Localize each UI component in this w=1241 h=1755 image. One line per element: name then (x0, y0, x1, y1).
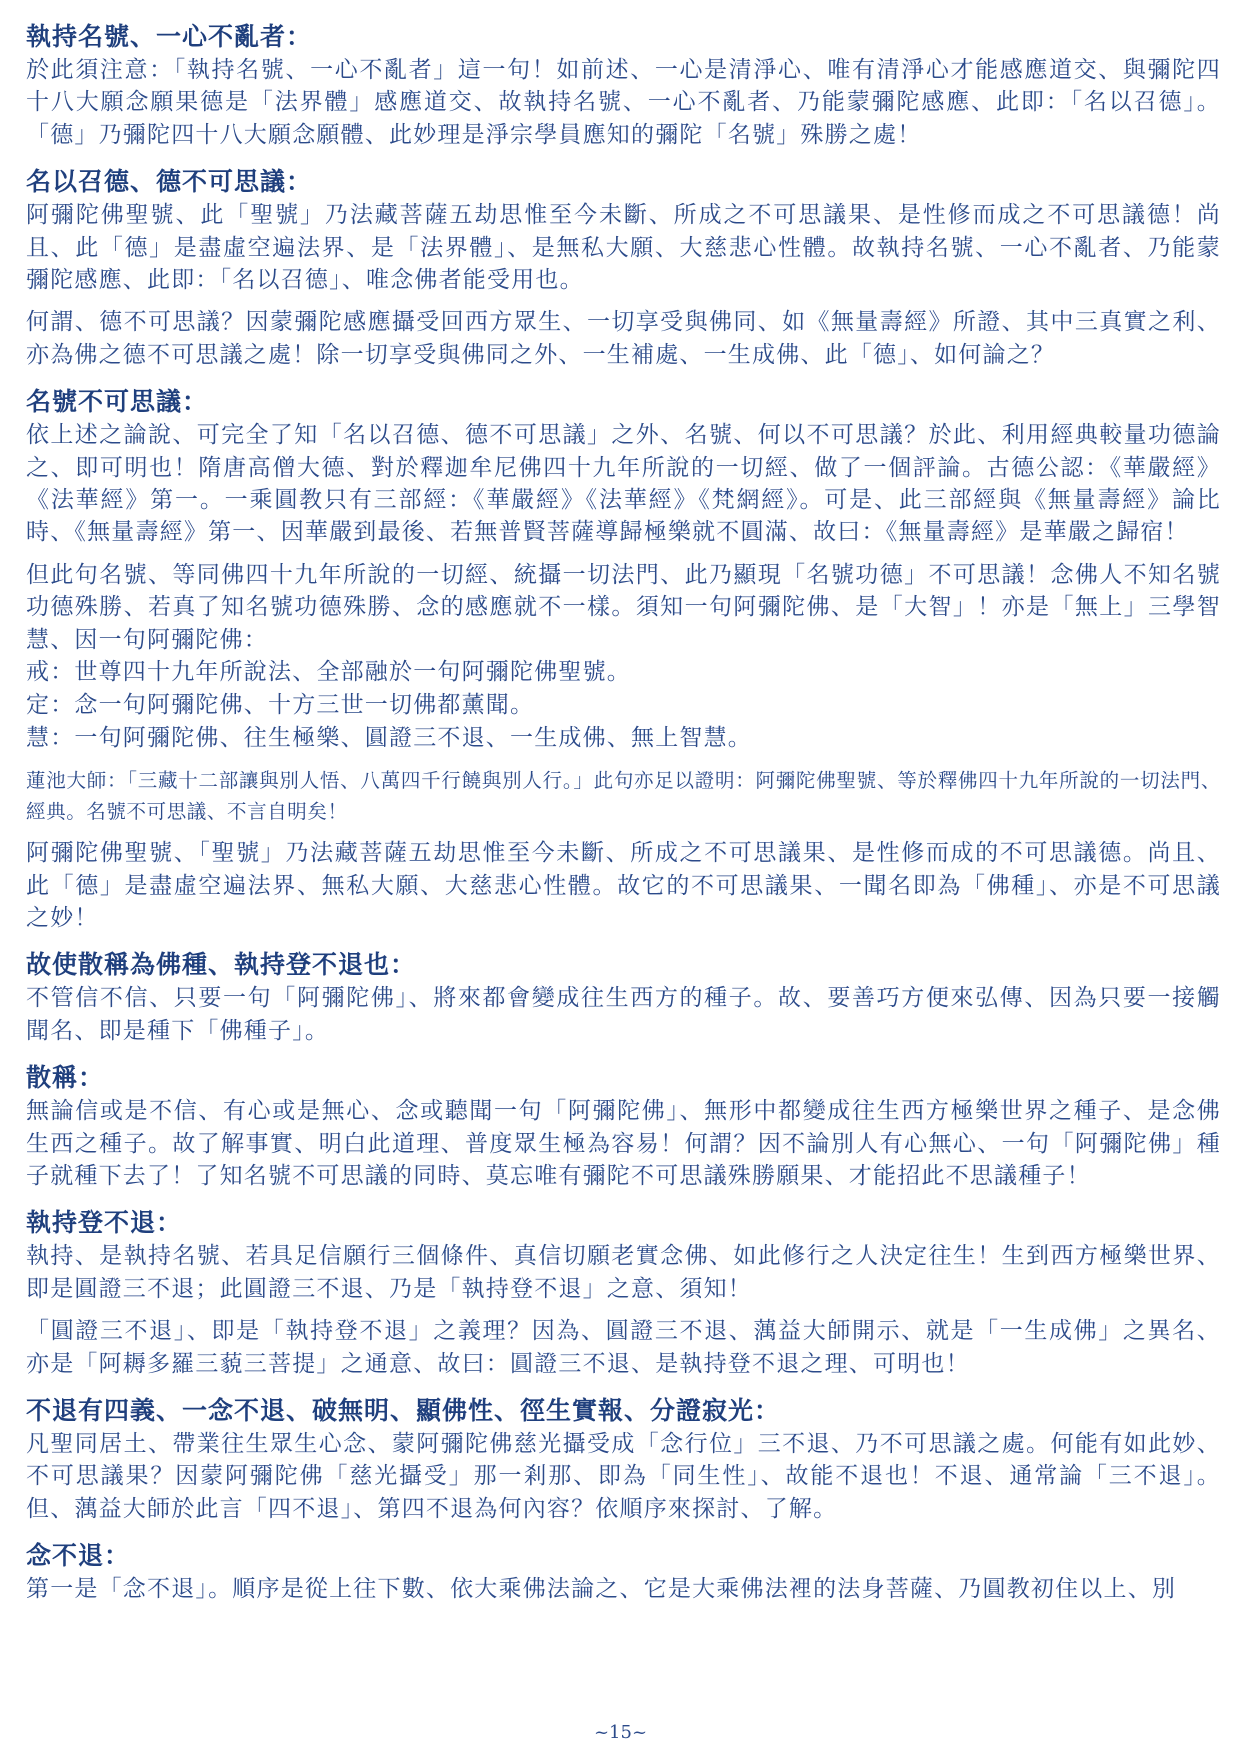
quote-paragraph: 蓮池大師：「三藏十二部讓與別人悟、八萬四千行饒與別人行。」此句亦足以證明：阿彌陀佛聖號、等於釋佛四十九年所說的一切法門、經典。名號不可思議、不言自明矣！ (26, 769, 1221, 824)
paragraph: 不管信不信、只要一句「阿彌陀佛」、將來都會變成往生西方的種子。故、要善巧方便來弘傳、因為只要一接觸聞名、即是種下「佛種子」。 (26, 985, 1221, 1044)
section-5 (26, 1061, 1221, 1192)
section-heading: 不退有四義、一念不退、破無明、顯佛性、徑生實報、分證寂光： (26, 1395, 781, 1425)
paragraph: 依上述之論說、可完全了知「名以召德、德不可思議」之外、名號、何以不可思議？於此、利用經典較量功德論之、即可明也！隋唐高僧大德、對於釋迦牟尼佛四十九年所說的一切經、做了一個評論。古德公認：《華嚴經》《法華經》第一。一乘圓教只有三部經：《華嚴經》《法華經》《梵網經》。可是、此三部經與《無量壽經》論比時、《無量壽經》第一、因華嚴到最後、若無普賢菩薩導歸極樂就不圓滿、故曰：《無量壽經》是華嚴之歸宿！ (26, 422, 1221, 546)
section-6 (26, 1206, 1221, 1380)
section-heading: 執持名號、一心不亂者： (26, 22, 313, 51)
paragraph: 「圓證三不退」、即是「執持登不退」之義理？因為、圓證三不退、蕅益大師開示、就是「一生成佛」之異名、亦是「阿耨多羅三藐三菩提」之通意、故曰：圓證三不退、是執持登不退之理、可明也！ (26, 1318, 1221, 1377)
paragraph: 第一是「念不退」。順序是從上往下數、依大乘佛法論之、它是大乘佛法裡的法身菩薩、乃圓教初住以上、別 (26, 1576, 1177, 1603)
document-page (26, 20, 1221, 1606)
section-heading: 散稱： (26, 1063, 105, 1093)
paragraph: 阿彌陀佛聖號、此「聖號」乃法藏菩薩五劫思惟至今未斷、所成之不可思議果、是性修而成之不可思議德！尚且、此「德」是盡虛空遍法界、是「法界體」、是無私大願、大慈悲心性體。故執持名號、一心不亂者、乃能蒙彌陀感應、此即：「名以召德」、唯念佛者能受用也。 (26, 202, 1221, 294)
paragraph: 阿彌陀佛聖號、「聖號」乃法藏菩薩五劫思惟至今未斷、所成之不可思議果、是性修而成的不可思議德。尚且、此「德」是盡虛空遍法界、無私大願、大慈悲心性體。故它的不可思議果、一聞名即為「佛種」、亦是不可思議之妙！ (26, 840, 1221, 931)
paragraph: 凡聖同居土、帶業往生眾生心念、蒙阿彌陀佛慈光攝受成「念行位」三不退、乃不可思議之處。何能有如此妙、不可思議果？因蒙阿彌陀佛「慈光攝受」那一剎那、即為「同生性」、故能不退也！不退、通常論「三不退」。但、蕅益大師於此言「四不退」、第四不退為何內容？依順序來探討、了解。 (26, 1430, 1221, 1522)
precept-line: 戒：世尊四十九年所說法、全部融於一句阿彌陀佛聖號。 (26, 659, 631, 686)
section-heading: 執持登不退： (26, 1208, 183, 1238)
section-2 (26, 165, 1221, 371)
section-3 (26, 385, 1221, 934)
section-8 (26, 1539, 1221, 1605)
section-7 (26, 1394, 1221, 1525)
paragraph: 執持、是執持名號、若具足信願行三個條件、真信切願老實念佛、如此修行之人決定往生！生到西方極樂世界、即是圓證三不退；此圓證三不退、乃是「執持登不退」之意、須知！ (26, 1243, 1221, 1302)
paragraph: 於此須注意：「執持名號、一心不亂者」這一句！如前述、一心是清淨心、唯有清淨心才能感應道交、與彌陀四十八大願念願果德是「法界體」感應道交、故執持名號、一心不亂者、乃能蒙彌陀感應、此即：「名以召德」。「德」乃彌陀四十八大願念願體、此妙理是淨宗學員應知的彌陀「名號」殊勝之處！ (26, 57, 1221, 148)
paragraph: 無論信或是不信、有心或是無心、念或聽聞一句「阿彌陀佛」、無形中都變成往生西方極樂世界之種子、是念佛生西之種子。故了解事實、明白此道理、普度眾生極為容易！何謂？因不論別人有心無心、一句「阿彌陀佛」種子就種下去了！了知名號不可思議的同時、莫忘唯有彌陀不可思議殊勝願果、才能招此不思議種子！ (26, 1098, 1221, 1189)
section-heading: 念不退： (26, 1541, 131, 1571)
concentration-line: 定：念一句阿彌陀佛、十方三世一切佛都薰聞。 (26, 692, 535, 719)
page-number: ~15~ (593, 1722, 648, 1743)
wisdom-line: 慧：一句阿彌陀佛、往生極樂、圓證三不退、一生成佛、無上智慧。 (26, 725, 752, 752)
section-heading: 名以召德、德不可思議： (26, 167, 313, 197)
paragraph: 何謂、德不可思議？因蒙彌陀感應攝受回西方眾生、一切享受與佛同、如《無量壽經》所證、其中三真實之利、亦為佛之德不可思議之處！除一切享受與佛同之外、一生補處、一生成佛、此「德」、如何論之？ (26, 309, 1221, 368)
section-heading: 故使散稱為佛種、執持登不退也： (26, 950, 417, 980)
section-1 (26, 20, 1221, 151)
section-heading: 名號不可思議： (26, 387, 209, 417)
section-4 (26, 948, 1221, 1047)
paragraph: 但此句名號、等同佛四十九年所說的一切經、統攝一切法門、此乃顯現「名號功德」不可思議！念佛人不知名號功德殊勝、若真了知名號功德殊勝、念的感應就不一樣。須知一句阿彌陀佛、是「大智」！亦是「無上」三學智慧、因一句阿彌陀佛： (26, 561, 1221, 653)
